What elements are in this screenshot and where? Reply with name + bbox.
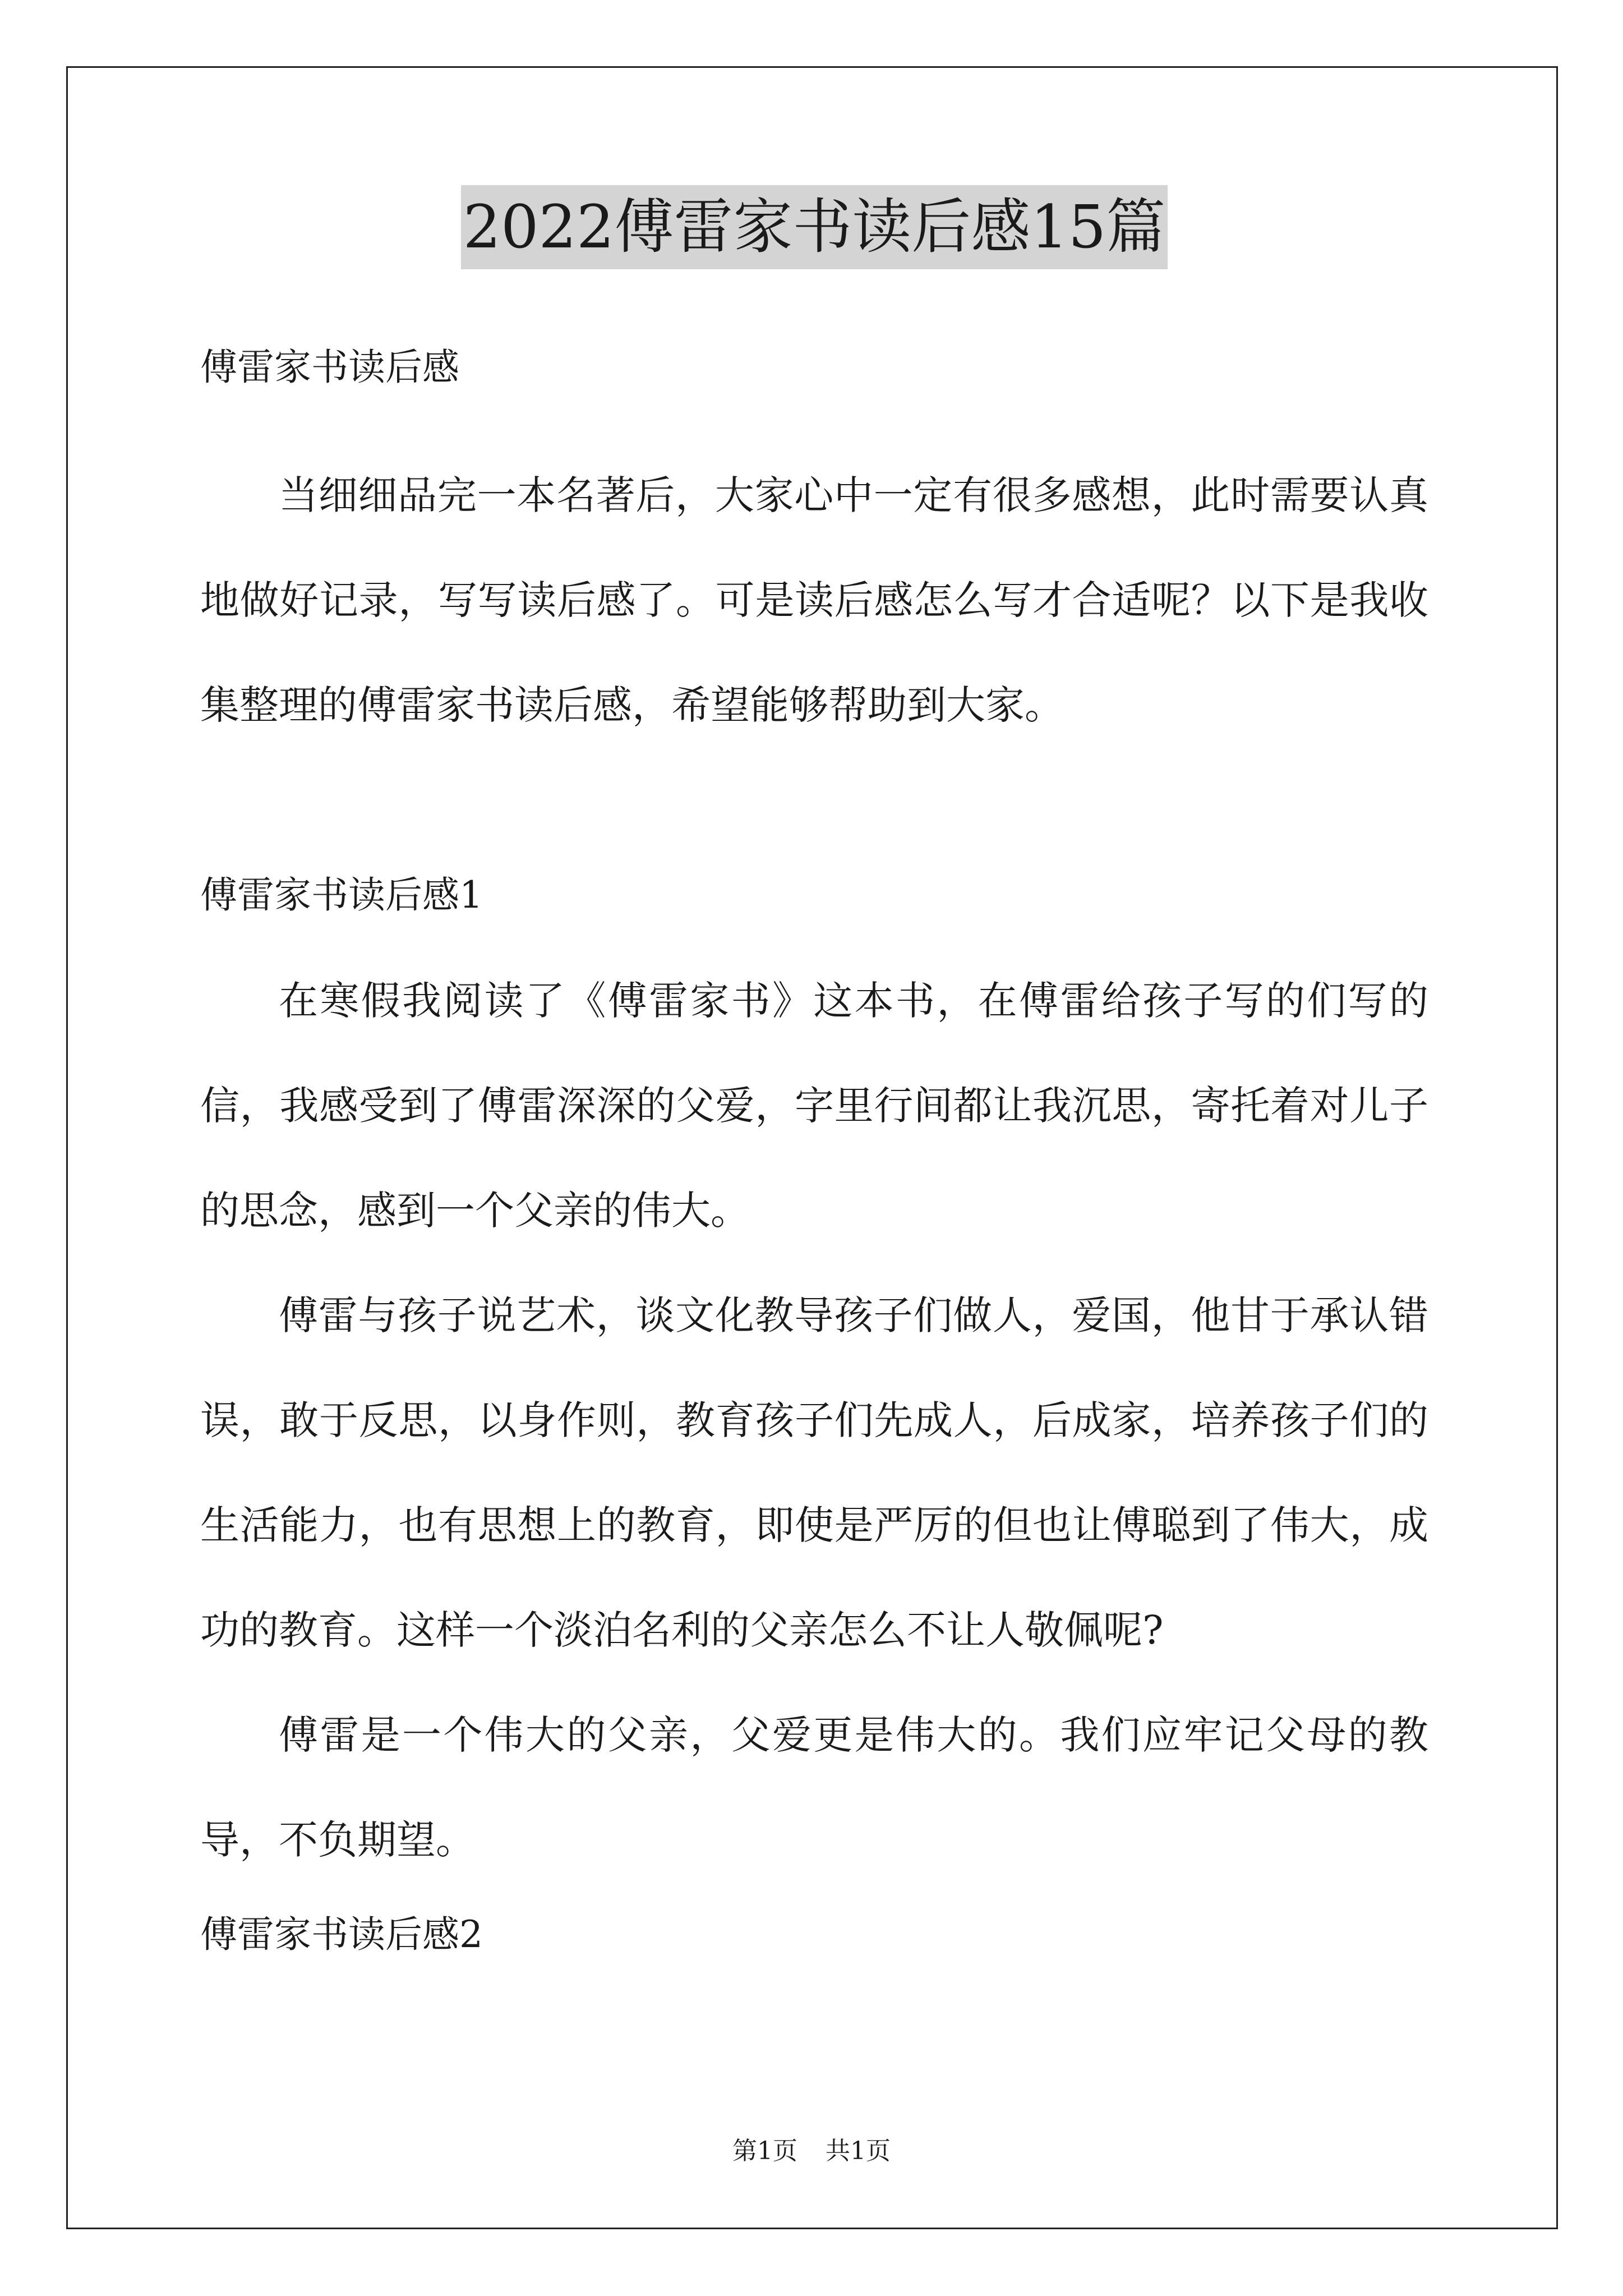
page-footer (0, 2134, 1623, 2168)
section-2-heading: 傅雷家书读后感2 (200, 1913, 483, 1956)
document-title: 2022傅雷家书读后感15篇 (461, 185, 1168, 269)
intro-paragraph: 当细细品完一本名著后，大家心中一定有很多感想，此时需要认真地做好记录，写写读后感了。可是读后感怎么写才合适呢？以下是我收集整理的傅雷家书读后感，希望能够帮助到大家。 (200, 472, 1428, 728)
document-body (200, 185, 1428, 2010)
page-total: 共1页 (826, 2137, 891, 2165)
section-1-heading: 傅雷家书读后感1 (200, 873, 483, 917)
section-1-paragraph-1: 在寒假我阅读了《傅雷家书》这本书，在傅雷给孩子写的们写的信，我感受到了傅雷深深的父爱，字里行间都让我沉思，寄托着对儿子的思念，感到一个父亲的伟大。 (200, 978, 1428, 1234)
page-number: 第1页 (732, 2137, 797, 2165)
title-wrapper (200, 185, 1428, 269)
intro-heading: 傅雷家书读后感 (200, 346, 459, 389)
section-1-paragraph-2: 傅雷与孩子说艺术，谈文化教导孩子们做人，爱国，他甘于承认错误，敢于反思，以身作则，教育孩子们先成人，后成家，培养孩子们的生活能力，也有思想上的教育，即使是严厉的但也让傅聪到了伟大，成功的教育。这样一个淡泊名利的父亲怎么不让人敬佩呢? (200, 1292, 1428, 1653)
section-1-paragraph-3: 傅雷是一个伟大的父亲，父爱更是伟大的。我们应牢记父母的教导，不负期望。 (200, 1712, 1428, 1863)
